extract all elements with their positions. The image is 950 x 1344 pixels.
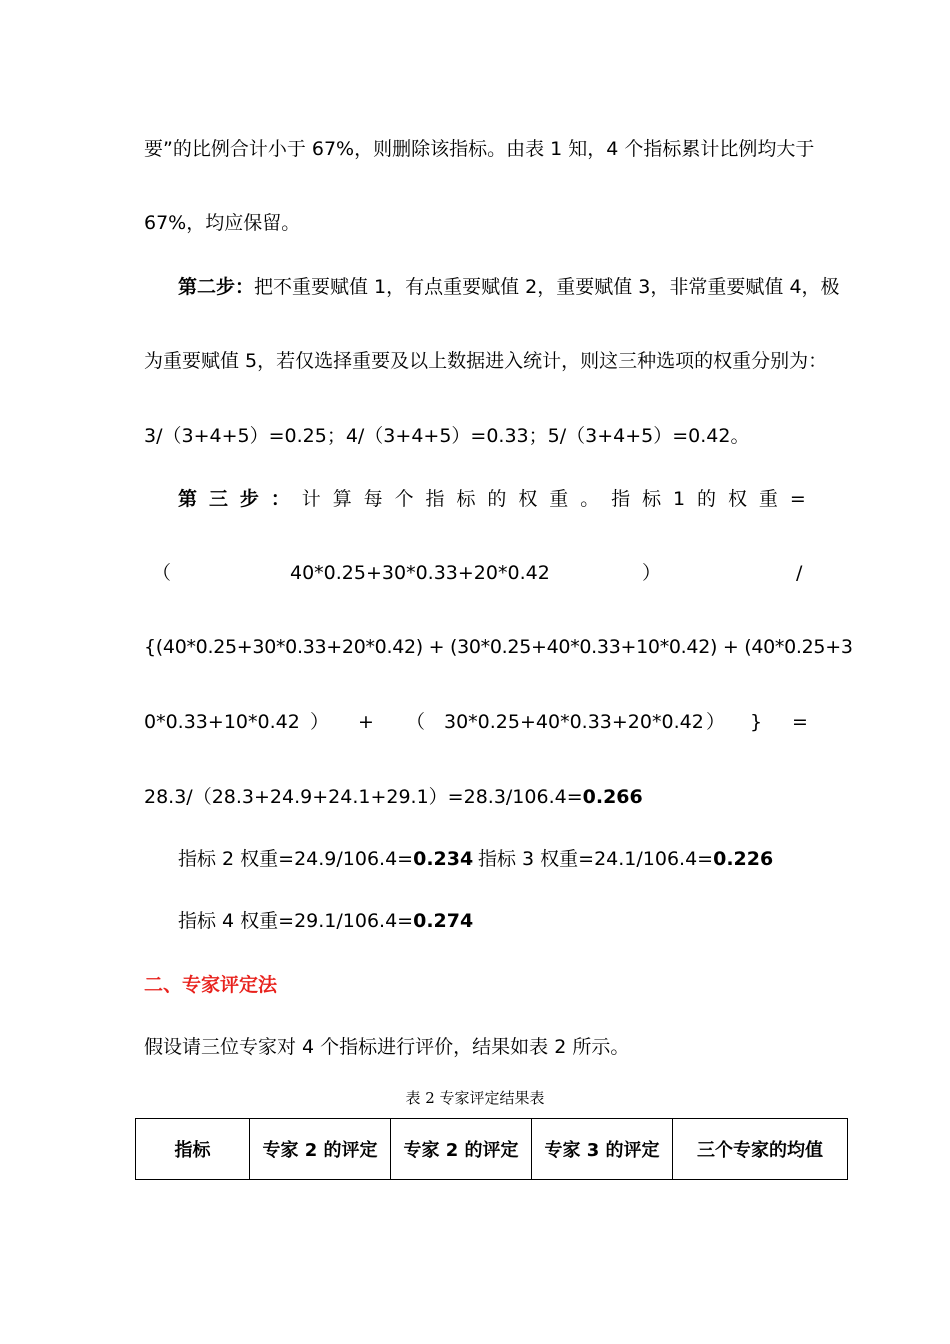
table-header-cell: 指标	[136, 1119, 250, 1180]
weight-line	[478, 850, 773, 869]
weight-value: 0.274	[413, 910, 474, 932]
weight-value: 0.234	[413, 848, 474, 870]
step3-char: 个	[394, 488, 414, 510]
step3-char: 的	[487, 488, 507, 510]
paragraph-line: 3/（3+4+5）=0.25；4/（3+4+5）=0.33；5/（3+4+5）=0.42。	[144, 425, 750, 447]
step3-char: 三	[208, 488, 228, 510]
paragraph-line: 假设请三位专家对 4 个指标进行评价，结果如表 2 所示。	[144, 1036, 630, 1058]
formula-part: 0*0.33+10*0.42	[144, 711, 300, 733]
paragraph-line: 为重要赋值 5，若仅选择重要及以上数据进入统计，则这三种选项的权重分别为：	[144, 350, 828, 372]
table-caption: 表 2 专家评定结果表	[405, 1089, 545, 1107]
weight-line	[178, 850, 473, 869]
step3-char: 步	[239, 488, 259, 510]
weight-text: 指标 2 权重=24.9/106.4=	[178, 848, 414, 870]
step3-char: 算	[332, 488, 352, 510]
formula-part: （	[406, 711, 426, 733]
table-header-cell: 专家 3 的评定	[532, 1119, 673, 1180]
formula-text: 28.3/（28.3+24.9+24.1+29.1）=28.3/106.4=	[144, 786, 583, 808]
formula-part: /	[796, 562, 803, 584]
step3-char: 。	[580, 488, 600, 510]
step2-label: 第二步：	[178, 276, 255, 298]
formula-part: 40*0.25+30*0.33+20*0.42	[290, 562, 550, 584]
step3-char: 计	[301, 488, 321, 510]
weight-value: 0.226	[713, 848, 774, 870]
formula-part: ）	[706, 711, 726, 733]
formula-part: （	[152, 562, 172, 584]
section-heading: 二、专家评定法	[144, 974, 278, 996]
table-header-cell: 专家 2 的评定	[391, 1119, 532, 1180]
step3-char: =	[789, 488, 806, 510]
step3-line	[178, 490, 806, 509]
step3-char: 标	[456, 488, 476, 510]
step3-char: 指	[425, 488, 445, 510]
step3-char: 1	[673, 488, 686, 510]
step3-char: 重	[758, 488, 778, 510]
formula-line: {(40*0.25+30*0.33+20*0.42) + (30*0.25+40*0.33+10*0.42) + (40*0.25+3	[144, 636, 853, 658]
formula-part: 30*0.25+40*0.33+20*0.42	[444, 711, 704, 733]
step3-char: 的	[697, 488, 717, 510]
step2-text: 把不重要赋值 1，有点重要赋值 2，重要赋值 3，非常重要赋值 4，极	[254, 276, 840, 298]
formula-part: =	[792, 711, 808, 733]
formula-part: }	[750, 711, 763, 733]
weight-text: 指标 3 权重=24.1/106.4=	[478, 848, 714, 870]
step3-char: ：	[270, 488, 290, 510]
paragraph-line: 要”的比例合计小于 67%，则删除该指标。由表 1 知，4 个指标累计比例均大于	[144, 138, 815, 160]
table-header-cell: 三个专家的均值	[673, 1119, 848, 1180]
formula-line	[144, 788, 643, 807]
weight-line	[178, 912, 473, 931]
expert-table	[135, 1118, 848, 1180]
formula-part: +	[358, 711, 374, 733]
step3-char: 第	[178, 488, 198, 510]
weight-text: 指标 4 权重=29.1/106.4=	[178, 910, 414, 932]
table-header-row	[136, 1119, 848, 1180]
formula-part: ）	[310, 711, 330, 733]
step3-char: 重	[549, 488, 569, 510]
step3-char: 标	[642, 488, 662, 510]
step3-char: 每	[363, 488, 383, 510]
weight-value: 0.266	[582, 786, 643, 808]
step3-char: 权	[727, 488, 747, 510]
step2-line	[178, 278, 840, 297]
paragraph-line: 67%，均应保留。	[144, 212, 301, 234]
step3-char: 指	[611, 488, 631, 510]
step3-char: 权	[518, 488, 538, 510]
table-header-cell: 专家 2 的评定	[250, 1119, 391, 1180]
formula-part: ）	[642, 562, 662, 584]
